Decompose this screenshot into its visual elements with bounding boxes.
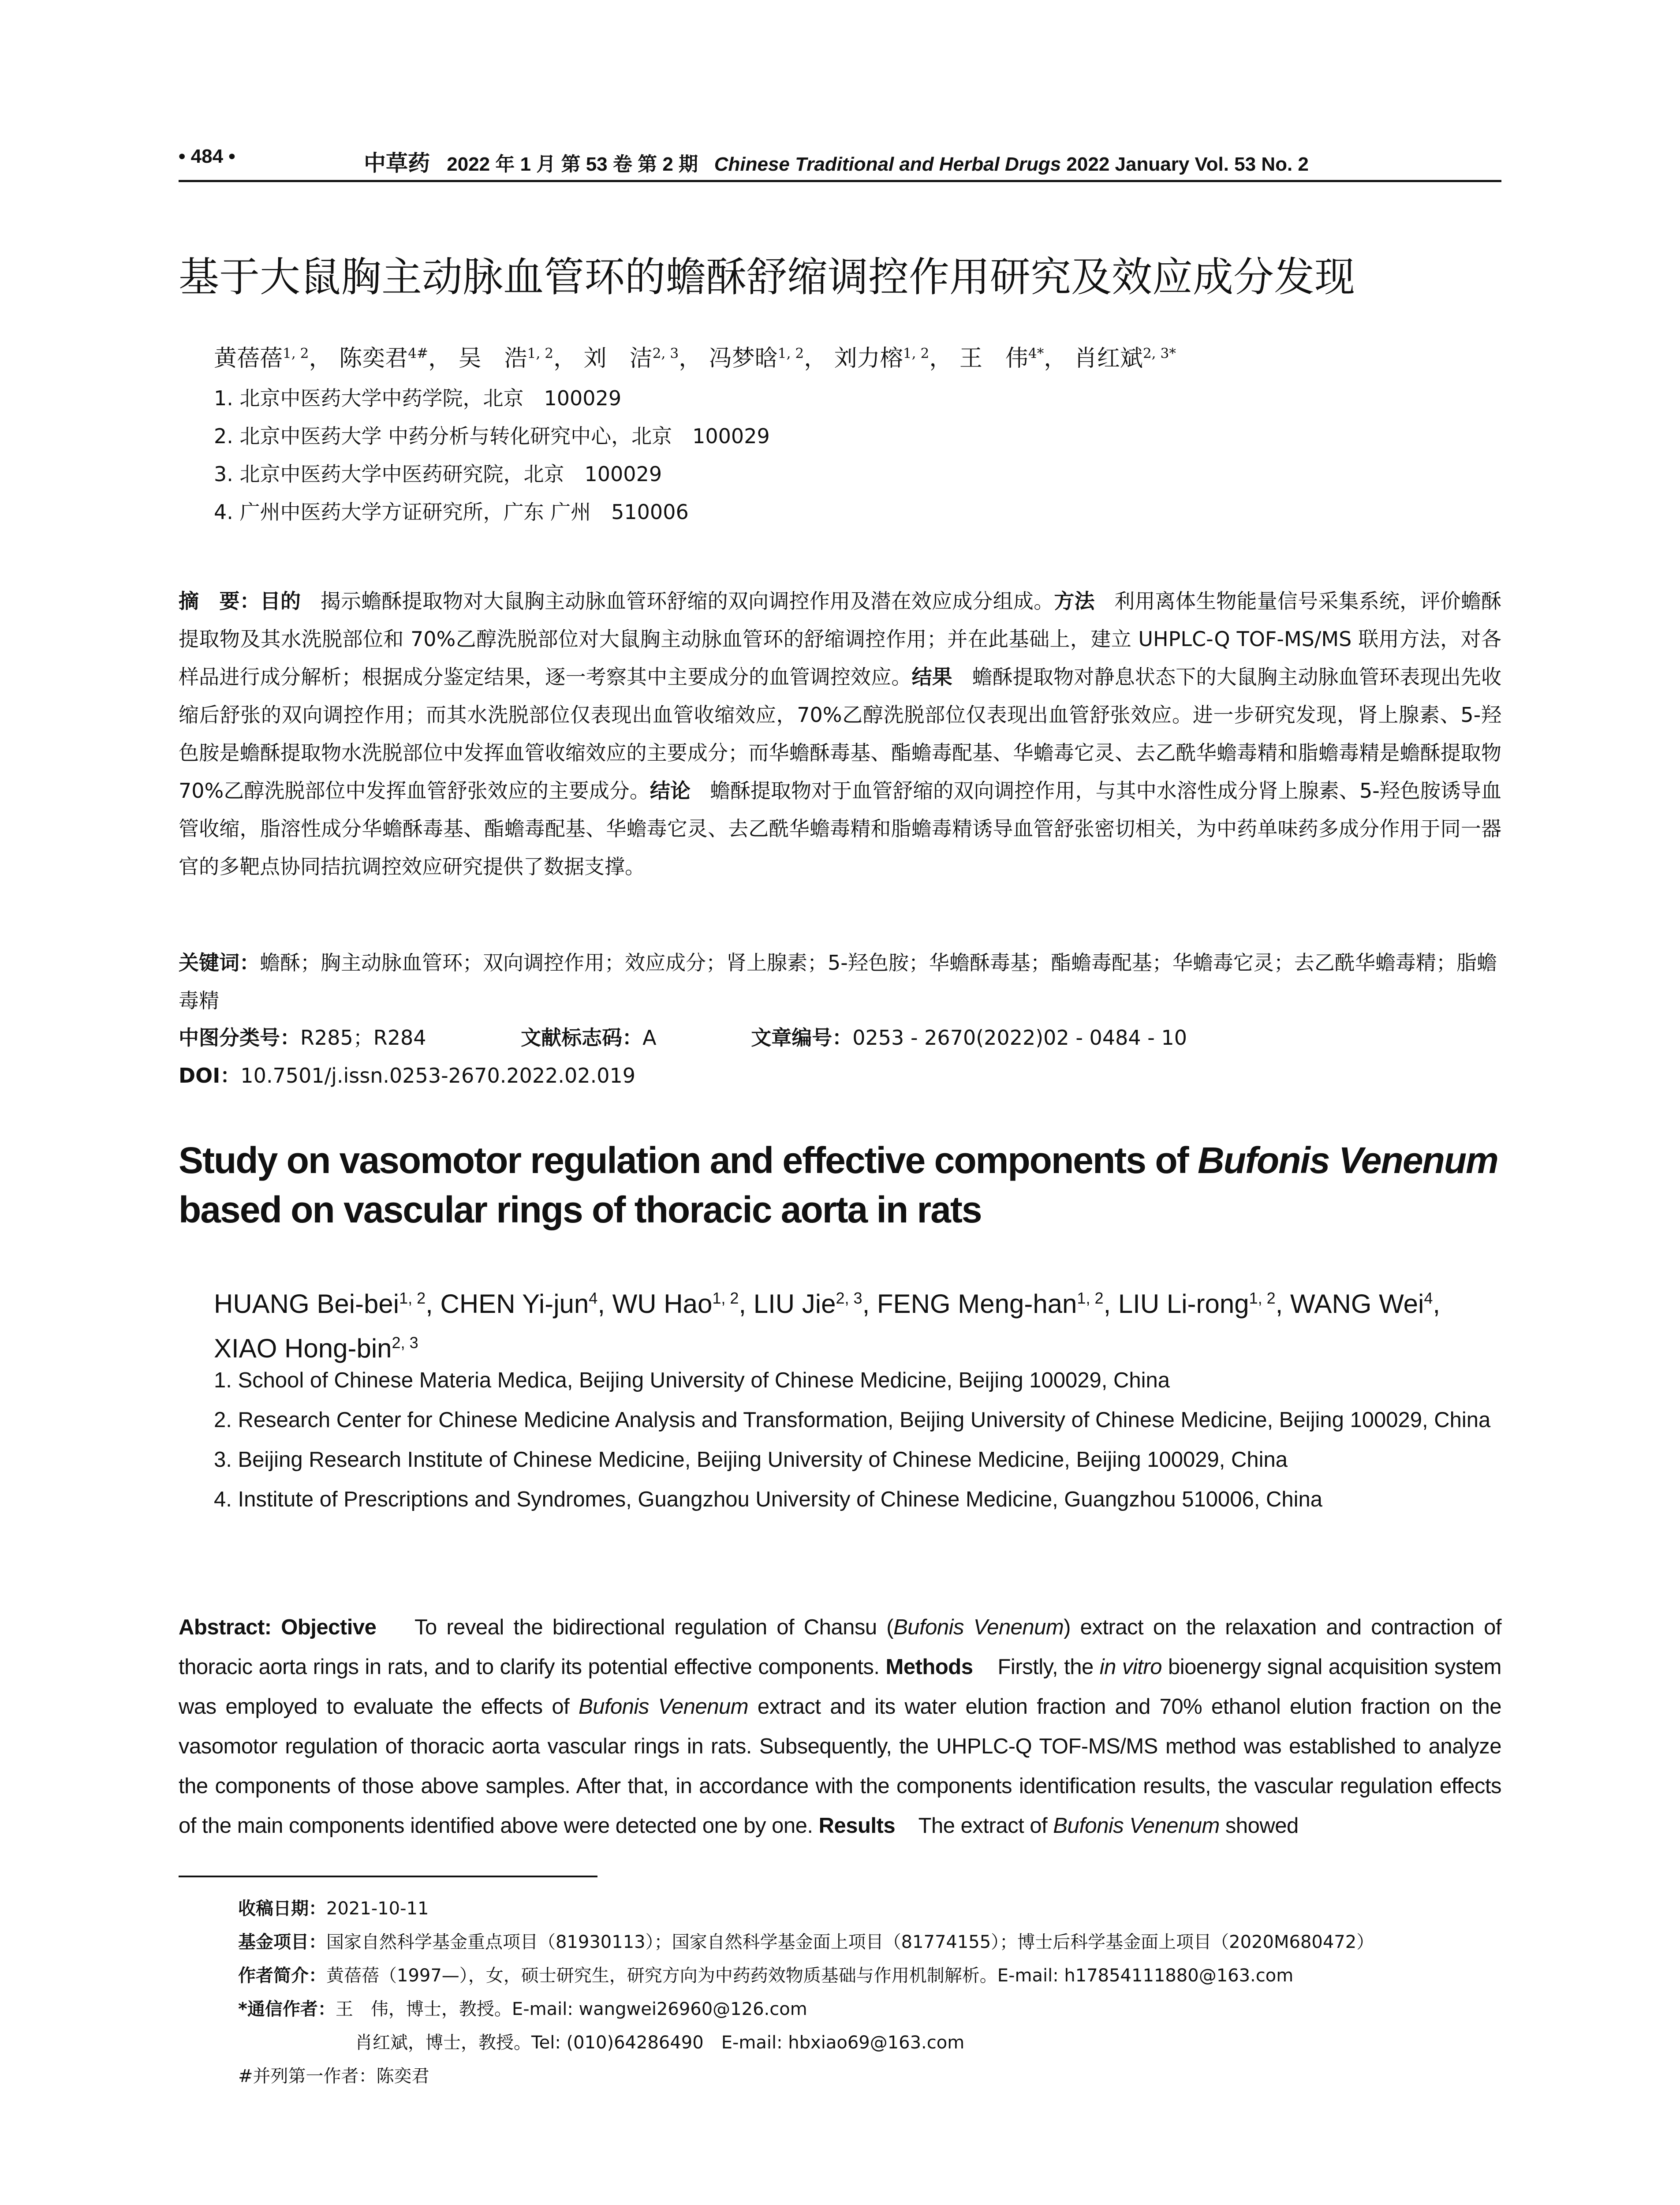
objective-text: 揭示蟾酥提取物对大鼠胸主动脉血管环舒缩的双向调控作用及潜在效应成分组成。 [320,589,1054,613]
methods-label: 方法 [1054,589,1095,613]
authors-en: HUANG Bei-bei$^{1, 2}$, CHEN Yi-jun$^4$, WU Hao$^{1, 2}$, LIU Jie$^{2, 3}$, FENG Meng-han$^{1, 2}$, LIU Li-rong$^{1, 2}$, WANG Wei$^4$, XIAO Hong-bin$^{2, 3}$ [214,1289,1441,1363]
author-affiliation-mark: 1, 2 [1077,1289,1104,1307]
doi-label: DOI： [179,1064,241,1088]
author-affiliation-mark: 1, 2 [399,1289,426,1307]
keywords-text: 蟾酥；胸主动脉血管环；双向调控作用；效应成分；肾上腺素；5-羟色胺；华蟾酥毒基；酯蟾毒配基；华蟾毒它灵；去乙酰华蟾毒精；脂蟾毒精 [179,951,1497,1013]
author: 刘 洁 [583,345,653,372]
issue-en: 2022 January Vol. 53 No. 2 [1066,153,1309,175]
author-affiliation-mark: 1, 2 [712,1289,739,1307]
conclusion-text: 蟾酥提取物对于血管舒缩的双向调控作用，与其中水溶性成分肾上腺素、5-羟色胺诱导血管收缩，脂溶性成分华蟾酥毒基、酯蟾毒配基、华蟾毒它灵、去乙酰华蟾毒精和脂蟾毒精诱导血管舒张密切相关，为中药单味药多成分作用于同一器官的多靶点协同拮抗调控效应研究提供了数据支撑。 [179,779,1501,878]
author: WANG Wei [1290,1289,1424,1319]
author: 刘力榕 [834,345,903,372]
author: 黄蓓蓓 [214,345,283,372]
affiliation: 3. 北京中医药大学中医药研究院，北京 100029 [214,462,662,486]
abstract-text: To reveal the bidirectional regulation of Chansu ( [414,1615,894,1639]
title-en-italic: Bufonis Venenum [1197,1140,1498,1181]
author: LIU Li-rong [1118,1289,1249,1319]
journal-line [364,146,1309,177]
affiliation: 4. Institute of Prescriptions and Syndromes, Guangzhou University of Chinese Medicine, Guangzhou 510006, China [214,1487,1323,1511]
abstract-label: 摘 要： [179,589,260,613]
author-affiliation-mark: 2, 3* [1142,345,1176,362]
abstract-en [179,1607,1501,1846]
issue-cn: 2022 年 1 月 第 53 卷 第 2 期 [447,153,698,175]
article-number-value: 0253 - 2670(2022)02 - 0484 - 10 [852,1026,1187,1050]
clc-label: 中图分类号： [179,1026,300,1050]
results-label: 结果 [911,665,952,689]
author: 冯梦晗 [709,345,778,372]
bio-label: 作者简介： [238,1966,326,1986]
doi-value: 10.7501/j.issn.0253-2670.2022.02.019 [240,1064,636,1088]
author-affiliation-mark: 1, 2 [527,345,554,362]
fund-value: 国家自然科学基金重点项目（81930113）；国家自然科学基金面上项目（81774155）；博士后科学基金面上项目（2020M680472） [326,1932,1374,1952]
doc-code-value: A [642,1026,657,1050]
results-text: 蟾酥提取物对静息状态下的大鼠胸主动脉血管环表现出先收缩后舒张的双向调控作用；而其水洗脱部位仅表现出血管收缩效应，70%乙醇洗脱部位仅表现出血管舒张效应。进一步研究发现，肾上腺素、5-羟色胺是蟾酥提取物水洗脱部位中发挥血管收缩效应的主要成分；而华蟾酥毒基、酯蟾毒配基、华蟾毒它灵、去乙酰华蟾毒精和脂蟾毒精是蟾酥提取物 70%乙醇洗脱部位中发挥血管舒张效应的主要成分。 [179,665,1502,803]
authors-cn: 黄蓓蓓$^{1, 2}$， 陈奕君$^{4\#}$， 吴 浩$^{1, 2}$， 刘 洁$^{2, 3}$， 冯梦晗$^{1, 2}$， 刘力榕$^{1, 2}$， 王 伟$^{4*}$， 肖红斌$^{2, 3*}$ [214,345,1176,372]
footnote-divider [179,1876,597,1877]
abstract-italic: Bufonis Venenum [578,1695,749,1719]
corresponding-2: 肖红斌，博士，教授。Tel: (010)64286490 E-mail: hbxiao69@163.com [355,2033,965,2053]
abstract-text: Firstly, the [997,1655,1100,1679]
author: 肖红斌 [1074,345,1143,372]
abstract-en-label: Abstract: Objective [179,1615,377,1639]
fund-label: 基金项目： [238,1932,326,1952]
keywords-label: 关键词： [179,951,260,975]
author-affiliation-mark: 4* [1028,345,1044,362]
article-number-label: 文章编号： [751,1026,853,1050]
author: LIU Jie [753,1289,836,1319]
author: HUANG Bei-bei [214,1289,399,1319]
abstract-text: ) extract on the relaxation and contraction of thoracic aorta rings in rats, and to clarify its potential effective components. [179,1615,1501,1679]
doc-code-label: 文献标志码： [521,1026,643,1050]
abstract-italic: in vitro [1099,1655,1162,1679]
author-affiliation-mark: 4 [1424,1289,1433,1307]
author: FENG Meng-han [877,1289,1077,1319]
objective-label: 目的 [260,589,301,613]
affiliations-en [214,1360,1506,1519]
author: 吴 浩 [458,345,527,372]
received-label: 收稿日期： [238,1899,326,1919]
affiliation: 2. Research Center for Chinese Medicine Analysis and Transformation, Beijing University of Chinese Medicine, Beijing 100029, China [214,1408,1491,1432]
title-cn: 基于大鼠胸主动脉血管环的蟾酥舒缩调控作用研究及效应成分发现 [179,254,1355,301]
footnotes [238,1892,1504,2093]
author-affiliation-mark: 1, 2 [777,345,804,362]
author-affiliation-mark: 4# [408,345,429,362]
keywords-cn [179,944,1501,1020]
corresponding-label: *通信作者： [238,1999,336,2019]
corresponding-1: 王 伟，博士，教授。E-mail: wangwei26960@126.com [335,1999,807,2019]
author-affiliation-mark: 4 [589,1289,598,1307]
clc-value: R285；R284 [300,1026,426,1050]
author: 陈奕君 [339,345,408,372]
author: CHEN Yi-jun [440,1289,589,1319]
affiliation: 4. 广州中医药大学方证研究所，广东 广州 510006 [214,500,689,524]
abstract-text: bioenergy signal acquisition system was employed to evaluate the effects of [179,1655,1501,1719]
running-header [179,140,1501,182]
author-affiliation-mark: 1, 2 [1249,1289,1276,1307]
affiliation: 1. 北京中医药大学中药学院，北京 100029 [214,386,622,410]
methods-text: 利用离体生物能量信号采集系统，评价蟾酥提取物及其水洗脱部位和 70%乙醇洗脱部位对大鼠胸主动脉血管环的舒缩调控作用；并在此基础上，建立 UHPLC-Q TOF-MS/MS 联用方法，对各样品进行成分解析；根据成分鉴定结果，逐一考察其中主要成分的血管调控效应。 [179,589,1502,689]
author: XIAO Hong-bin [214,1334,392,1363]
author-affiliation-mark: 1, 2 [903,345,930,362]
author: WU Hao [612,1289,713,1319]
bio-value: 黄蓓蓓（1997—），女，硕士研究生，研究方向为中药药效物质基础与作用机制解析。E-mail: h17854111880@163.com [326,1966,1294,1986]
affiliation: 2. 北京中医药大学 中药分析与转化研究中心，北京 100029 [214,424,770,448]
title-en-part1: Study on vasomotor regulation and effective components of [179,1140,1198,1181]
abstract-text: extract and its water elution fraction and 70% ethanol elution fraction on the vasomotor regulation of thoracic aorta vascular rings in rats. Subsequently, the UHPLC-Q TOF-MS/MS method was established to analyze the components of those above samples. After that, in accordance with the components identification results, the vascular regulation effects of the main components identified above were detected one by one. [179,1695,1501,1838]
journal-name-cn: 中草药 [364,150,430,176]
affiliation: 1. School of Chinese Materia Medica, Beijing University of Chinese Medicine, Beijing 100029, China [214,1368,1170,1392]
conclusion-label: 结论 [650,779,691,803]
abstract-cn [179,582,1501,886]
abstract-text: showed [1219,1814,1299,1838]
affiliation: 3. Beijing Research Institute of Chinese Medicine, Beijing University of Chinese Medicine, Beijing 100029, China [214,1448,1288,1472]
journal-name-en: Chinese Traditional and Herbal Drugs [714,153,1061,175]
affiliations-cn [214,379,770,531]
co-first-author: #并列第一作者：陈奕君 [238,2066,429,2086]
classification [179,1019,1187,1095]
author: 王 伟 [959,345,1028,372]
author-affiliation-mark: 2, 3 [392,1334,418,1352]
author-affiliation-mark: 1, 2 [283,345,309,362]
methods-en-label: Methods [885,1655,973,1679]
results-en-label: Results [818,1814,896,1838]
received-value: 2021-10-11 [326,1899,429,1919]
author-affiliation-mark: 2, 3 [652,345,679,362]
abstract-italic: Bufonis Venenum [893,1615,1064,1639]
author-affiliation-mark: 2, 3 [836,1289,862,1307]
title-en [179,1136,1501,1234]
page-number: • 484 • [179,146,235,167]
abstract-italic: Bufonis Venenum [1053,1814,1220,1838]
title-en-part2: based on vascular rings of thoracic aorta in rats [179,1189,982,1230]
abstract-text: The extract of [918,1814,1053,1838]
